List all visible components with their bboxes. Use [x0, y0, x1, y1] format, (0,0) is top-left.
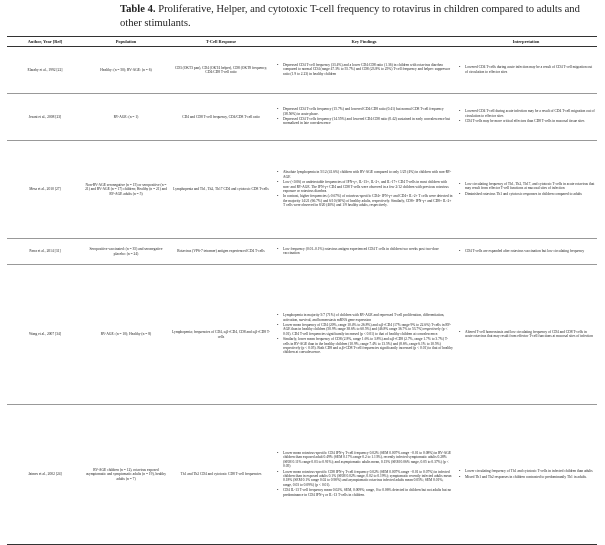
interpretation-item: • Lowered CD4 T-cell during acute infection may be a result of CD4 T-cell migration out of circulation to effector sites [465, 109, 595, 118]
population-cell: RV-AGE: (n = 1) [83, 94, 169, 141]
interpretation-item: • Mixed Th1 and Th2 responses in children contrasted to predominantly Th1 in adults. [465, 475, 595, 479]
findings-cell [273, 239, 455, 265]
response-cell: Lymphopenia; frequencies of CD4, α,β+CD4, CD8 and α,β+CD8 T-cells [169, 265, 273, 405]
interpretation-cell [455, 239, 597, 265]
interpretation-cell [455, 265, 597, 405]
interpretation-item: • Lower circulating frequency of Th1 and cytotoxic T-cells in infected children than adults [465, 469, 595, 473]
column-header-key-findings: Key Findings [273, 37, 455, 47]
interpretation-cell [455, 94, 597, 141]
response-cell: Th1 and Th2 CD4 and cytotoxic CD8 T-cell frequencies [169, 405, 273, 545]
finding-item: • CD4 IL-13 T-cell frequency mean 0.02%, SEM, 0.009%; range, 0 to 0.06% detected in children but not adults but no predominance in CD4 IFN-γ or IL-13 T-cells in children. [283, 488, 453, 497]
interpretation-item: • CD4 T-cells may be more critical effectors than CD8 T-cells in mucosal tissue sites [465, 119, 595, 123]
finding-item: • Low frequency (0.01–0.1%) rotavirus antigen experienced CD4 T cells in children two weeks post two-dose vaccination [283, 247, 453, 256]
population-cell: Non-RV-AGE seronegative (n = 15) or seropositive (n = 21) and RV-AGE (n = 17) children; Healthy (n = 21) and RV-AGE adults (n = 5) [83, 141, 169, 239]
population-cell: RV-AGE: (n = 10); Healthy (n = 8) [83, 265, 169, 405]
population-cell: Healthy: (n = 50); RV-AGE: (n = 6) [83, 47, 169, 94]
interpretation-item: • Lowered CD4 T-cells during acute infection may be a result of CD4 T-cell migration out of circulation to effector sites [465, 65, 595, 74]
author-cell: Wang et al., 2007 [34] [7, 265, 83, 405]
column-header-population: Population [83, 37, 169, 47]
interpretation-item: • Low circulating frequency of Th1, Th2, Th17, and cytotoxic T-cells in acute rotavirus that may result from effector T-cell functions at mucosal sites of infection [465, 182, 595, 191]
finding-item: • In contrast, higher frequencies (≥0.67%) of rotavirus-specific CD4+ IFN-γ+ and CD4+ IL-2+ T cells were detected in the majority 14/21 (66.7%) and 6/10 (60%) of healthy adults, respectively. Similarly, CD8+ IFN-γ+ and CD8+ IL-2+ T cells were observed in 8/20 (40%) and 1/9 healthy adults, respectively. [283, 194, 453, 207]
finding-item: • Lower mean rotavirus-specific CD4 IFN-γ T-cell frequency 0.02% (SEM 0.007% range −0.01 to 0.08%) in RV-AGE children than exposed adult 0.49% (SEM 0.17% range 0.2 to 1.13%), recently infected symptomatic adults 0.28% (SEM 0.11% range 0.03 to 0.91%); and asymptomatic adults mean, 0.15% (SEM 0.06% range, 0.05 to 0.37%) (p < 0.05) [283, 451, 453, 469]
response-cell: CD4 and CD8 T-cell frequency, CD4/CD8 T-cell ratio [169, 94, 273, 141]
interpretation-item: • Diminished rotavirus Th1 and cytotoxic responses in children compared to adults [465, 192, 595, 196]
table-caption [120, 3, 595, 31]
finding-item: • Similarly, lower mean frequency of CD8 (2.8%, range 1.6% to 3.8%) and α,β+CD8 (2.7%, range 1.7% to 3.7%) T-cells in RV-AGE than in the healthy children (10.9%, range 7.4% to 13.5%) and (8.6%, range 6.1% to 10.5%) respectively (p < 0.05). Both CD8 and α,β+CD8 T-cell frequencies significantly increased (p < 0.01) to that of healthy children at convalescence. [283, 337, 453, 355]
table-row [7, 405, 597, 545]
findings-cell [273, 405, 455, 545]
finding-item: • Depressed CD4 T-cells frequency (14.55%) and lowered CD4:CD8 ratio (0.42) sustained in early convalescence but normalized in late convalescence [283, 117, 453, 126]
interpretation-cell [455, 405, 597, 545]
finding-item: • Lower mean rotavirus-specific CD8 IFN-γ T-cell frequency 0.02% (SEM 0.007% range −0.01 to 0.07%) in infected children than in exposed adults 0.1% (SEM 0.02% range, 0.02 to 0.19%); symptomatic recently infected adults mean 0.18% (SEM 0.1% range 0.02 to 0.90%) and asymptomatic rotavirus infected adults mean 0.05%; SEM 0.01%; range, 0.03 to 0.09%) (p < 0.01). [283, 470, 453, 488]
findings-cell [273, 265, 455, 405]
table-row [7, 265, 597, 405]
population-cell: RV-AGE children (n = 12), rotavirus exposed asymptomatic and symptomatic adults (n = 19), healthy adults (n = 7) [83, 405, 169, 545]
table-caption-text: Proliferative, Helper, and cytotoxic T-cell frequency to rotavirus in children compared to adults and other stimulants. [120, 4, 580, 29]
interpretation-item: • Altered T-cell homeostasis and low circulating frequency of CD4 and CD8 T-cells in acute rotavirus that may result from effector T-cell functions at mucosal sites of infection [465, 330, 595, 339]
findings-cell [273, 94, 455, 141]
author-cell: Elaraby et al., 1992 [22] [7, 47, 83, 94]
response-cell: Lymphopenia and Th1, Th2, Th17 CD4 and cytotoxic CD8 T-cells [169, 141, 273, 239]
table-row [7, 239, 597, 265]
finding-item: • Lower mean frequency of CD4 (20%, range 10.4% to 26.8%) and α,β+CD4 (17% range 9% to 22.6%) T-cells in RV-AGE than in healthy children (50.9% range 38.6% to 60.5%) and (46.8% range 36.7% to 53.7%) respectively (p < 0.01). CD4 T-cell frequencies significantly increased (p < 0.01) to that of healthy children at convalescence. [283, 323, 453, 336]
response-cell: CD3 (OKT3 pan), CD4 (OKT4 helper), CD8 (OKT8 frequency, CD4:CD8 T-cell ratio [169, 47, 273, 94]
author-cell: Jesani et al., 2008 [23] [7, 94, 83, 141]
finding-item: • Lymphopenia in majority 5/7 (71%) of children with RV-AGE and repressed T-cell proliferation, differentiation, activation, survival, and homeostasis mRNA gene expression [283, 313, 453, 322]
table-row [7, 141, 597, 239]
interpretation-cell [455, 47, 597, 94]
table-row [7, 94, 597, 141]
interpretation-item: • CD4 T-cells are expanded after rotavirus vaccination but low circulating frequency [465, 249, 595, 253]
column-header-tcell-response: T-Cell Response [169, 37, 273, 47]
finding-item: • Depressed CD4 T-cells frequency (15.7%) and lowered CD4:CD8 ratio (0.41) but normal CD8 T-cell frequency (38.56%) in acute phase. [283, 107, 453, 116]
tcell-frequency-table [7, 36, 597, 545]
column-header-interpretation: Interpretation [455, 37, 597, 47]
table-header-row [7, 37, 597, 47]
author-cell: Jaimes et al., 2002 [24] [7, 405, 83, 545]
table-caption-label: Table 4. [120, 4, 156, 15]
finding-item: • Depressed CD4 T-cell frequency (33.4%) and a lower CD4:CD8 ratio (1.36) in children with rotavirus diarrhea compared to normal CD4 (range 47.3% to 55.7%) and CD8 (23.8% to 25%) T-cell frequency and helper: suppressor ratio (1.9 to 2.23) in healthy children [283, 63, 453, 76]
findings-cell [273, 141, 455, 239]
column-header-author: Author, Year [Ref] [7, 37, 83, 47]
author-cell: Parra et al., 2014 [31] [7, 239, 83, 265]
table-row [7, 47, 597, 94]
population-cell: Seropositive vaccinated: (n = 35) and seronegative placebo: (n = 24) [83, 239, 169, 265]
response-cell: Rotavirus (VP6-7 tetramer) antigen experienced CD4 T-cells [169, 239, 273, 265]
findings-cell [273, 47, 455, 94]
finding-item: • Low (<0.06) or undetectable frequencies of IFN-γ+, IL-13+, IL-2+, and IL-17+ CD4 T-cells in most children with non- and RV-AGE. The IFN-γ+ CD4 and CD8 T-cells were observed in a few 2/12 children with previous rotavirus exposure or rotavirus diarrhea. [283, 180, 453, 193]
author-cell: Mesa et al., 2010 [27] [7, 141, 83, 239]
finding-item: • Absolute lymphopenia in 5/12 (41.6%) children with RV-AGE compared to only 1/25 (4%) in children with non-RV-AGE [283, 170, 453, 179]
interpretation-cell [455, 141, 597, 239]
